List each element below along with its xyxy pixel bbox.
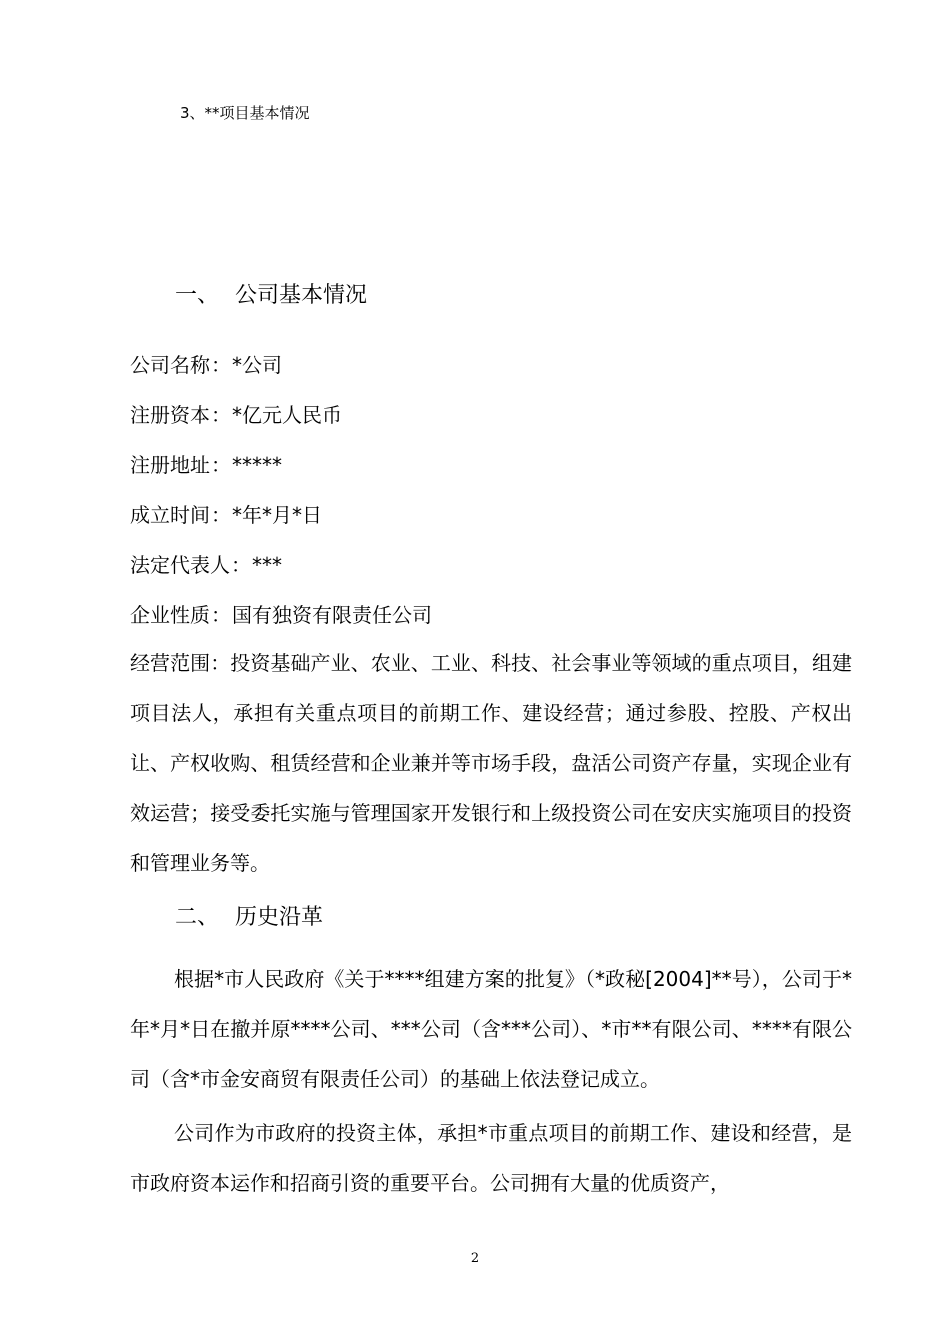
field-separator: ： bbox=[211, 503, 231, 527]
page-number: 2 bbox=[470, 1251, 480, 1266]
field-value: 投资基础产业、农业、工业、科技、社会事业等领域的重点项目，组建项目法人，承担有关重点项目的前期工作、建设经营；通过参股、控股、产权出让、产权收购、租赁经营和企业兼并等市场手段，盘活公司资产存量，实现企业有效运营；接受委托实施与管理国家开发银行和上级投资公司在安庆实施项目的投资和管理业务等。 bbox=[130, 651, 853, 875]
history-paragraph-1: 根据*市人民政府《关于****组建方案的批复》（*政秘[2004]**号），公司于*年*月*日在撤并原****公司、***公司（含***公司）、*市**有限公司、****有限公司（含*市金安商贸有限责任公司）的基础上依法登记成立。 bbox=[130, 967, 852, 1091]
field-label: 公司名称 bbox=[130, 353, 210, 377]
field-separator: ： bbox=[211, 603, 231, 627]
field-label: 经营范围 bbox=[130, 651, 211, 675]
section-number: 一、 bbox=[175, 283, 220, 308]
field-label: 注册地址 bbox=[130, 453, 210, 477]
field-separator: ： bbox=[211, 453, 231, 477]
field-legal-representative bbox=[130, 540, 852, 590]
section-heading-company-info bbox=[175, 280, 367, 312]
field-label: 法定代表人 bbox=[130, 553, 230, 577]
field-registered-address bbox=[130, 440, 852, 490]
field-enterprise-nature bbox=[130, 590, 852, 640]
field-separator: ： bbox=[211, 403, 231, 427]
section-number: 二、 bbox=[175, 905, 220, 930]
field-label: 企业性质 bbox=[130, 603, 210, 627]
field-established-date bbox=[130, 490, 852, 540]
field-value: *年*月*日 bbox=[232, 503, 322, 527]
section-heading-history bbox=[175, 902, 323, 934]
field-value: *亿元人民币 bbox=[232, 403, 342, 427]
company-fields bbox=[130, 340, 852, 640]
field-registered-capital bbox=[130, 390, 852, 440]
field-separator: ： bbox=[231, 553, 251, 577]
field-separator: ： bbox=[210, 651, 231, 675]
field-business-scope bbox=[130, 638, 852, 888]
field-company-name bbox=[130, 340, 852, 390]
history-paragraph-2: 公司作为市政府的投资主体，承担*市重点项目的前期工作、建设和经营，是市政府资本运作和招商引资的重要平台。公司拥有大量的优质资产， bbox=[130, 1121, 852, 1195]
field-value: ***** bbox=[232, 453, 282, 477]
field-separator: ： bbox=[211, 353, 231, 377]
field-value: 国有独资有限责任公司 bbox=[232, 603, 432, 627]
section-title: 历史沿革 bbox=[235, 905, 324, 930]
section-title: 公司基本情况 bbox=[235, 283, 368, 308]
field-value: *公司 bbox=[232, 353, 282, 377]
field-label: 注册资本 bbox=[130, 403, 210, 427]
field-label: 成立时间 bbox=[130, 503, 210, 527]
field-value: *** bbox=[252, 553, 282, 577]
toc-line: 3、**项目基本情况 bbox=[180, 104, 310, 122]
